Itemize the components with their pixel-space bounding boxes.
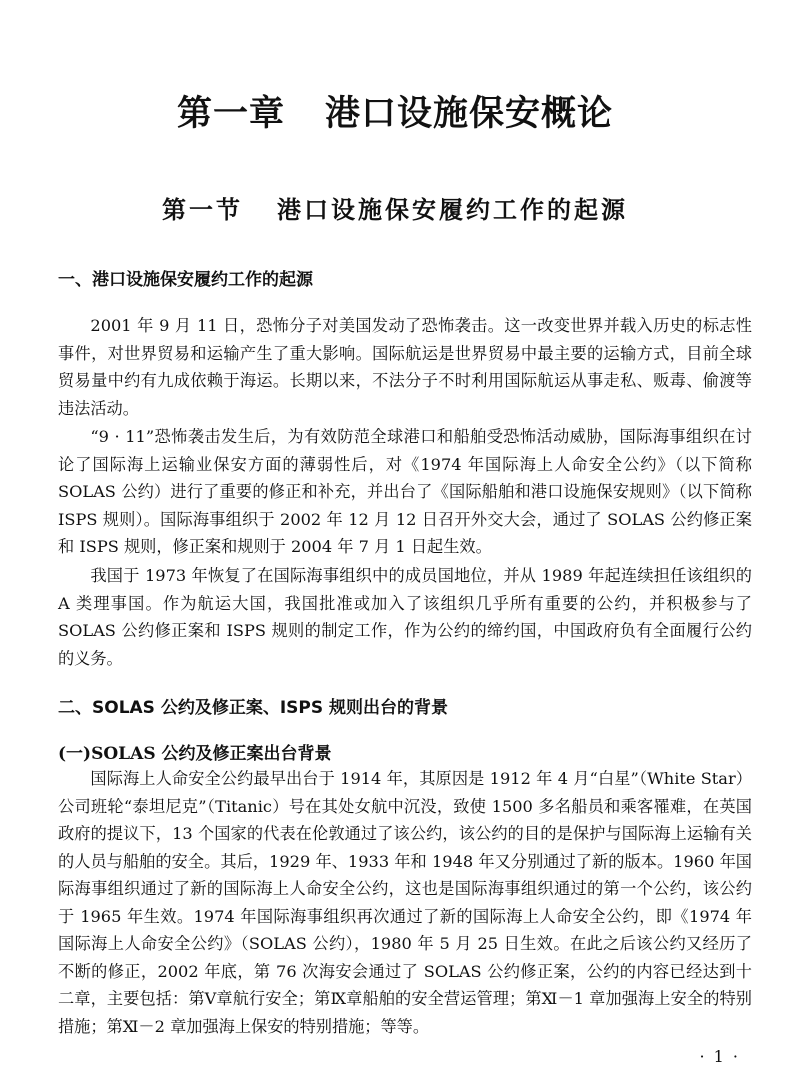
paragraph-4: 国际海上人命安全公约最早出台于 1914 年，其原因是 1912 年 4 月“白星”（White Star）公司班轮“泰坦尼克”（Titanic）号在其处女航中沉没，致使 1500 多名船员和乘客罹难，在英国政府的提议下，13 个国家的代表在伦敦通过了该公约，该公约的目的是保护与国际海上运输有关的人员与船舶的安全。其后，1929 年、1933 年和 1948 年又分别通过了新的版本。1960 年国际海事组织通过了新的国际海上人命安全公约，这也是国际海事组织通过的第一个公约，该公约于 1965 年生效。1974 年国际海事组织再次通过了新的国际海上人命安全公约，即《1974 年国际海上人命安全公约》（SOLAS 公约），1980 年 5 月 25 日生效。在此之后该公约又经历了不断的修正，2002 年底，第 76 次海安会通过了 SOLAS 公约修正案，公约的内容已经达到十二章，主要包括：第Ⅴ章航行安全；第Ⅸ章船舶的安全营运管理；第Ⅺ－1 章加强海上安全的特别措施；第Ⅺ－2 章加强海上保安的特别措施；等等。 — [58, 769, 752, 1036]
chapter-title — [0, 86, 790, 136]
heading-background: 二、SOLAS 公约及修正案、ISPS 规则出台的背景 — [58, 698, 449, 718]
section-label: 第一节 — [162, 195, 243, 224]
section-name: 港口设施保安履约工作的起源 — [277, 195, 628, 224]
page-number: · 1 · — [699, 1047, 740, 1066]
paragraph-2: “9 · 11”恐怖袭击发生后，为有效防范全球港口和船舶受恐怖活动威胁，国际海事组织在讨论了国际海上运输业保安方面的薄弱性后，对《1974 年国际海上人命安全公约》（以下简称 SOLAS 公约）进行了重要的修正和补充，并出台了《国际船舶和港口设施保安规则》（以下简称 ISPS 规则）。国际海事组织于 2002 年 12 月 12 日召开外交大会，通过了 SOLAS 公约修正案和 ISPS 规则，修正案和规则于 2004 年 7 月 1 日起生效。 — [58, 427, 752, 556]
paragraph-1: 2001 年 9 月 11 日，恐怖分子对美国发动了恐怖袭击。这一改变世界并载入历史的标志性事件，对世界贸易和运输产生了重大影响。国际航运是世界贸易中最主要的运输方式，目前全球贸易量中约有九成依赖于海运。长期以来，不法分子不时利用国际航运从事走私、贩毒、偷渡等违法活动。 — [58, 316, 752, 418]
section-title — [0, 190, 790, 225]
chapter-name: 港口设施保安概论 — [325, 94, 614, 134]
paragraph-3: 我国于 1973 年恢复了在国际海事组织中的成员国地位，并从 1989 年起连续担任该组织的 A 类理事国。作为航运大国，我国批准或加入了该组织几乎所有重要的公约，并积极参与了 SOLAS 公约修正案和 ISPS 规则的制定工作，作为公约的缔约国，中国政府负有全面履行公约的义务。 — [58, 566, 752, 668]
subheading-solas: (一)SOLAS 公约及修正案出台背景 — [58, 744, 332, 764]
heading-origin: 一、港口设施保安履约工作的起源 — [58, 270, 313, 290]
chapter-label: 第一章 — [176, 94, 285, 134]
